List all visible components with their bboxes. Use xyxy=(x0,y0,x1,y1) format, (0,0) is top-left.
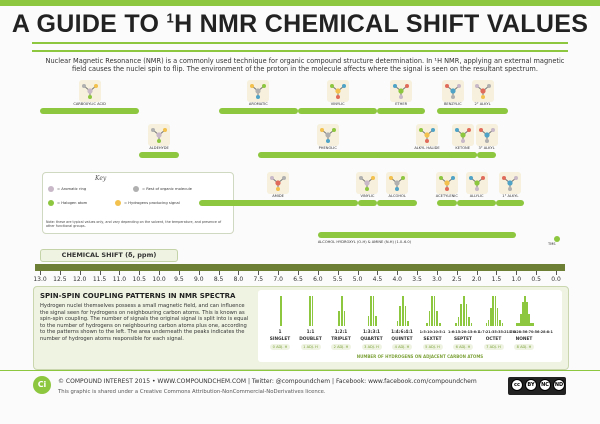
shift-range-bar xyxy=(318,232,516,238)
scale-tick xyxy=(516,271,517,275)
coupling-pattern-name: TRIPLET xyxy=(331,337,351,342)
coupling-ratio: 1:3:3:1 xyxy=(362,330,381,335)
molecule-icon xyxy=(390,80,412,102)
chemical-shift-scale xyxy=(35,264,565,271)
coupling-peak xyxy=(436,311,438,326)
functional-group-label: CARBOXYLIC ACID xyxy=(73,102,106,106)
adjacent-h-pill: 7 ADJ. H xyxy=(484,344,504,350)
cc-nc-icon: NC xyxy=(539,379,551,391)
halogen-dot-icon xyxy=(48,200,54,206)
shift-range-bar xyxy=(199,200,358,206)
scale-tick-label: 9.0 xyxy=(193,276,204,283)
shift-range-bar xyxy=(219,108,298,114)
coupling-pattern-name: OCTET xyxy=(485,337,502,342)
coupling-peak xyxy=(373,296,375,326)
molecule-icon xyxy=(148,124,170,146)
coupling-pattern-name: DOUBLET xyxy=(299,337,322,342)
functional-group-label: ALDEHYDE xyxy=(149,146,169,150)
scale-tick xyxy=(40,271,41,275)
cc-icon: cc xyxy=(511,379,523,391)
scale-tick xyxy=(338,271,339,275)
coupling-peak xyxy=(502,323,504,326)
molecule-icon xyxy=(416,124,438,146)
aromatic-ring-dot-icon xyxy=(48,186,54,192)
coupling-pattern-name: NONET xyxy=(515,337,533,342)
coupling-peak xyxy=(341,296,343,326)
coupling-axis-caption: NUMBER OF HYDROGENS ON ADJACENT CARBON ATOMS xyxy=(356,354,484,359)
coupling-ratio: 1:2:1 xyxy=(334,330,348,335)
coupling-pattern-name: SEPTET xyxy=(454,337,472,342)
coupling-peak xyxy=(499,320,501,326)
functional-group-label: ALCOHOL HYDROXYL (O-H) & AMINE (N-H) (1.0–6.0) xyxy=(317,240,412,244)
coupling-peak xyxy=(338,311,340,326)
molecule-icon xyxy=(79,80,101,102)
scale-tick-label: 11.5 xyxy=(92,276,107,283)
coupling-peak xyxy=(471,323,473,326)
rest-molecule-dot-icon xyxy=(133,186,139,192)
key-item-halogen: = Halogen atom xyxy=(57,201,88,205)
scale-tick-label: 8.5 xyxy=(213,276,224,283)
functional-group-label: VINYLIC xyxy=(360,194,375,198)
coupling-peak xyxy=(492,296,494,326)
coupling-peak xyxy=(488,320,490,326)
scale-tick xyxy=(139,271,140,275)
molecule-icon xyxy=(499,172,521,194)
scale-tick xyxy=(258,271,259,275)
coupling-peak xyxy=(399,306,401,326)
shift-range-bar xyxy=(437,200,457,206)
shift-range-bar xyxy=(477,152,497,158)
page-title: A GUIDE TO $^1$H NMR CHEMICAL SHIFT VALUES xyxy=(11,10,589,38)
molecule-icon xyxy=(247,80,269,102)
coupling-peak xyxy=(468,317,470,326)
scale-tick xyxy=(437,271,438,275)
scale-tick xyxy=(377,271,378,275)
coupling-peak xyxy=(426,323,428,326)
coupling-pattern-name: SINGLET xyxy=(269,337,291,342)
coupling-peak xyxy=(463,296,465,326)
hydrogen-dot-icon xyxy=(115,200,121,206)
scale-tick xyxy=(536,271,537,275)
scale-tick xyxy=(219,271,220,275)
shift-range-bar xyxy=(298,108,377,114)
coupling-peaks-panel xyxy=(258,290,562,362)
scale-tick-label: 11.0 xyxy=(112,276,127,283)
scale-tick-label: 5.5 xyxy=(332,276,343,283)
scale-tick xyxy=(278,271,279,275)
shift-range-bar xyxy=(377,200,417,206)
footer-credits: © COMPOUND INTEREST 2015 • WWW.COMPOUNDCHEM.COM | Twitter: @compoundchem | Facebook: www.facebook.com/compoundchem xyxy=(58,378,477,385)
coupling-ratio: 1:1 xyxy=(306,330,315,335)
shift-range-bar xyxy=(457,108,509,114)
key-item-rest: = Rest of organic molecule xyxy=(142,187,192,191)
scale-tick-label: 12.0 xyxy=(73,276,87,283)
functional-group-label: BENZYLIC xyxy=(443,102,462,106)
coupling-peak xyxy=(402,296,404,326)
shift-range-bar xyxy=(139,152,179,158)
scale-tick-label: 3.5 xyxy=(412,276,422,283)
footer-license: This graphic is shared under a Creative Commons Attribution-NonCommercial-NoDerivatives licence. xyxy=(58,389,326,395)
molecule-icon xyxy=(472,80,494,102)
scale-tick xyxy=(556,271,557,275)
scale-tick-label: 12.5 xyxy=(53,276,67,283)
scale-tick-label: 7.0 xyxy=(273,276,283,283)
title-rule-bottom xyxy=(32,50,568,52)
footer-rule xyxy=(0,370,600,371)
shift-range-bar xyxy=(258,152,397,158)
cc-by-icon: BY xyxy=(525,379,537,391)
key-item-hydrogen: = Hydrogens producing signal xyxy=(124,201,180,205)
coupling-pattern-name: QUARTET xyxy=(360,337,383,342)
coupling-peak xyxy=(312,296,314,326)
coupling-peak xyxy=(280,296,282,326)
functional-group-label: ACETYLENIC xyxy=(435,194,458,198)
scale-tick xyxy=(318,271,319,275)
key-title: Key xyxy=(95,175,107,182)
scale-tick-label: 10.5 xyxy=(132,276,146,283)
shift-range-bar xyxy=(457,200,497,206)
title-rule-top xyxy=(32,42,568,44)
coupling-peak xyxy=(375,316,377,326)
scale-tick xyxy=(457,271,458,275)
shift-range-bar xyxy=(358,200,378,206)
molecule-icon xyxy=(442,80,464,102)
shift-range-bar xyxy=(377,108,425,114)
adjacent-h-pill: 4 ADJ. H xyxy=(392,344,412,350)
scale-tick-label: 2.5 xyxy=(451,276,462,283)
scale-tick xyxy=(199,271,200,275)
adjacent-h-pill: 5 ADJ. H xyxy=(423,344,443,350)
scale-tick-label: 0.5 xyxy=(531,276,541,283)
scale-tick-label: 13.0 xyxy=(33,276,47,283)
scale-tick xyxy=(358,271,359,275)
coupling-ratio: 1:6:15:20:15:6:1 xyxy=(448,330,480,334)
functional-group-label: TMS xyxy=(548,242,556,246)
functional-group-label: KETONE xyxy=(455,146,471,150)
coupling-peak xyxy=(368,316,370,326)
coupling-pattern-name: SEXTET xyxy=(423,337,442,342)
scale-tick-label: 1.0 xyxy=(511,276,522,283)
adjacent-h-pill: 0 ADJ. H xyxy=(270,344,290,350)
scale-tick xyxy=(417,271,418,275)
scale-tick-label: 10.0 xyxy=(152,276,166,283)
functional-group-label: 3° ALKYL xyxy=(478,146,495,150)
scale-tick xyxy=(119,271,120,275)
scale-tick-label: 1.5 xyxy=(491,276,502,283)
coupling-peak xyxy=(486,323,488,326)
coupling-peak xyxy=(397,321,399,326)
coupling-peak xyxy=(431,296,433,326)
scale-tick-label: 4.0 xyxy=(392,276,402,283)
coupling-peak xyxy=(458,317,460,326)
compound-interest-logo-icon: Ci xyxy=(33,376,51,394)
coupling-ratio: 1:8:28:56:70:56:28:8:1 xyxy=(509,330,553,334)
coupling-ratio: 1 xyxy=(278,330,282,335)
adjacent-h-pill: 1 ADJ. H xyxy=(301,344,321,350)
functional-group-label: AMIDE xyxy=(272,194,284,198)
coupling-peak xyxy=(309,296,311,326)
scale-tick xyxy=(496,271,497,275)
coupling-peak xyxy=(497,308,499,326)
coupling-text: Hydrogen nuclei themselves possess a small magnetic field, and can influence the signal seen for hydrogens on neighbouring carbon atoms. This is known as spin-spin coupling. The number of signals the original signal is split into is equal to the number of hydrogens on neighbouring carbon atoms plus one, according to the patterns shown to the left. The area underneath the peaks indicates the number of hydrogen atoms responsible for each signal. xyxy=(40,303,249,342)
coupling-peak xyxy=(495,296,497,326)
functional-group-label: AROMATIC xyxy=(248,102,268,106)
coupling-title: SPIN-SPIN COUPLING PATTERNS IN NMR SPECTRA xyxy=(40,292,236,300)
molecule-icon xyxy=(476,124,498,146)
functional-group-label: ETHER xyxy=(395,102,408,106)
coupling-pattern-name: QUINTET xyxy=(391,337,413,342)
shift-range-bar xyxy=(449,152,477,158)
molecule-icon xyxy=(327,80,349,102)
molecule-icon xyxy=(267,172,289,194)
adjacent-h-pill: 8 ADJ. H xyxy=(514,344,534,350)
functional-group-label: ALLYLIC xyxy=(469,194,484,198)
molecule-icon xyxy=(317,124,339,146)
scale-tick xyxy=(179,271,180,275)
coupling-peak xyxy=(455,323,457,326)
adjacent-h-pill: 3 ADJ. H xyxy=(362,344,382,350)
top-accent-bar xyxy=(0,0,600,6)
molecule-icon xyxy=(436,172,458,194)
coupling-ratio: 1:5:10:10:5:1 xyxy=(419,330,446,334)
adjacent-h-pill: 2 ADJ. H xyxy=(331,344,351,350)
molecule-icon xyxy=(452,124,474,146)
creative-commons-badge-icon[interactable] xyxy=(508,377,566,395)
coupling-ratio: 1:7:21:35:35:21:7:1 xyxy=(478,330,517,334)
scale-tick-label: 9.5 xyxy=(174,276,184,283)
scale-tick-label: 8.0 xyxy=(233,276,244,283)
scale-tick-label: 0.0 xyxy=(551,276,561,283)
scale-tick-label: 5.0 xyxy=(352,276,363,283)
scale-tick-label: 4.5 xyxy=(372,276,383,283)
scale-tick-label: 2.0 xyxy=(471,276,482,283)
scale-tick-label: 7.5 xyxy=(253,276,264,283)
coupling-peak xyxy=(434,296,436,326)
molecule-icon xyxy=(466,172,488,194)
scale-tick xyxy=(298,271,299,275)
shift-range-bar xyxy=(496,200,524,206)
shift-range-bar xyxy=(40,108,139,114)
intro-paragraph: Nuclear Magnetic Resonance (NMR) is a commonly used technique for organic compound structure determination. In ¹H NMR, applying an external magnetic field causes the nuclei spin to flip. The environment of the proton in the molecule affects where the signal is seen on the resultant spectrum. xyxy=(45,57,565,74)
key-note: Note: these are typical values only, and vary depending on the solvent, the temperature, and presence of other functional groups. xyxy=(46,220,222,229)
functional-group-label: 1° ALKYL xyxy=(502,194,519,198)
scale-tick xyxy=(60,271,61,275)
coupling-peak xyxy=(460,304,462,327)
molecule-icon xyxy=(386,172,408,194)
coupling-peak xyxy=(407,321,409,326)
functional-group-label: 2° ALKYL xyxy=(474,102,491,106)
scale-tick xyxy=(159,271,160,275)
scale-tick xyxy=(238,271,239,275)
scale-tick-label: 6.0 xyxy=(313,276,323,283)
key-item-aromatic: = Aromatic ring xyxy=(57,187,87,191)
scale-tick xyxy=(397,271,398,275)
scale-tick-label: 6.5 xyxy=(293,276,303,283)
functional-group-label: VINYLIC xyxy=(330,102,345,106)
functional-group-label: ALCOHOL xyxy=(388,194,406,198)
adjacent-h-pill: 6 ADJ. H xyxy=(453,344,473,350)
coupling-peak xyxy=(429,311,431,326)
coupling-peak xyxy=(466,304,468,327)
coupling-peak xyxy=(344,311,346,326)
scale-tick xyxy=(80,271,81,275)
scale-tick-label: 3.0 xyxy=(432,276,442,283)
scale-tick xyxy=(477,271,478,275)
coupling-peak xyxy=(490,308,492,326)
scale-title: CHEMICAL SHIFT (δ, ppm) xyxy=(40,249,178,262)
molecule-icon xyxy=(356,172,378,194)
scale-tick xyxy=(100,271,101,275)
functional-group-label: PHENOLIC xyxy=(318,146,337,150)
coupling-peak xyxy=(405,306,407,326)
cc-nd-icon: ND xyxy=(553,379,565,391)
coupling-peak xyxy=(370,296,372,326)
coupling-peak xyxy=(439,323,441,326)
functional-group-label: ALKYL HALIDE xyxy=(414,146,440,150)
coupling-ratio: 1:4:6:4:1 xyxy=(391,330,413,335)
coupling-peak xyxy=(532,323,534,326)
